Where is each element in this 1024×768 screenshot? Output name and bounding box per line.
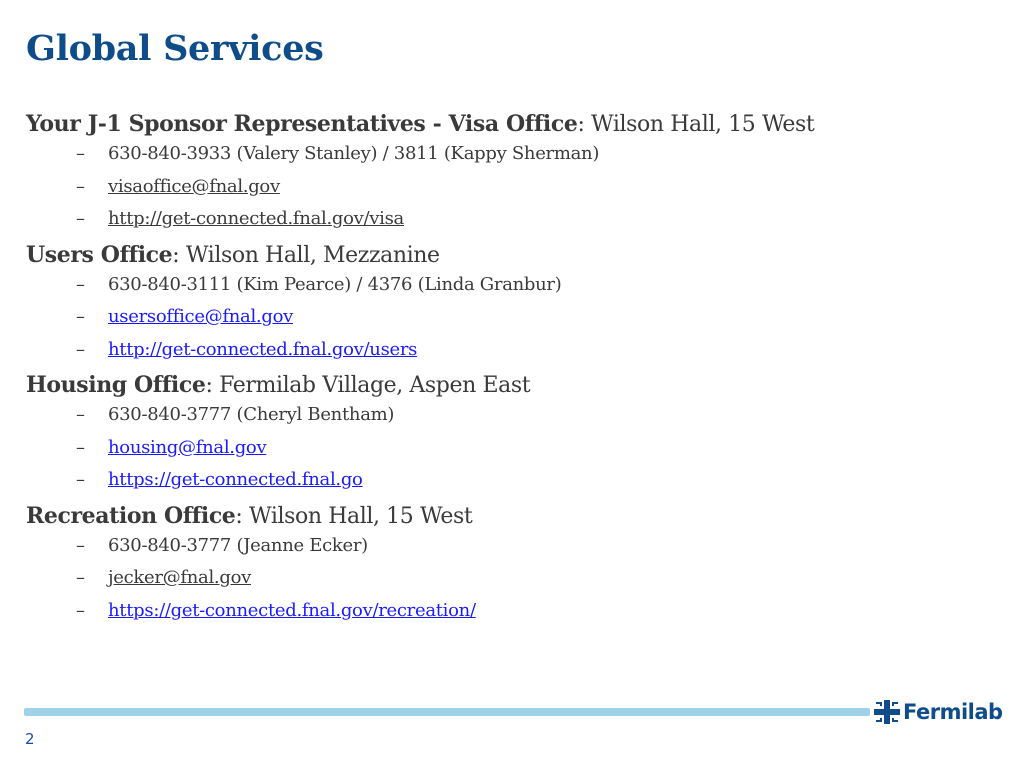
bullet-dash: –	[76, 273, 85, 295]
office-phone-row	[26, 535, 986, 568]
bullet-dash: –	[76, 469, 85, 490]
bullet-dash: –	[76, 208, 85, 229]
office-heading-recreation	[26, 502, 986, 535]
office-phone: 630-840-3777 (Jeanne Ecker)	[108, 534, 368, 556]
office-url-link[interactable]: http://get-connected.fnal.gov/users	[108, 338, 418, 360]
office-phone: 630-840-3111 (Kim Pearce) / 4376 (Linda Granbur)	[108, 273, 562, 295]
footer-divider-bar	[24, 708, 870, 716]
office-email-link[interactable]: housing@fnal.gov	[108, 436, 267, 458]
office-heading-housing	[26, 371, 986, 404]
office-location: : Wilson Hall, 15 West	[577, 112, 815, 137]
office-name: Recreation Office	[26, 502, 236, 529]
office-url-row	[26, 469, 986, 502]
office-location: : Wilson Hall, Mezzanine	[172, 242, 440, 268]
bullet-dash: –	[76, 143, 85, 164]
bullet-dash: –	[76, 338, 85, 360]
office-phone: 630-840-3933 (Valery Stanley) / 3811 (Kappy Sherman)	[108, 143, 600, 164]
office-email-row	[26, 176, 986, 209]
office-name: Users Office	[26, 241, 173, 268]
office-phone-row	[26, 404, 986, 437]
bullet-dash: –	[76, 567, 85, 588]
office-heading-visa	[26, 110, 986, 143]
office-location: : Fermilab Village, Aspen East	[205, 373, 531, 398]
office-email-row	[26, 567, 986, 600]
office-name: Your J-1 Sponsor Representatives - Visa Office	[26, 111, 578, 137]
office-url-link[interactable]: https://get-connected.fnal.gov/recreation/	[108, 599, 476, 621]
office-email-link[interactable]: visaoffice@fnal.gov	[108, 175, 280, 197]
office-url-row	[26, 208, 986, 241]
bullet-dash: –	[76, 306, 85, 327]
office-heading-users	[26, 241, 986, 274]
office-email-link[interactable]: jecker@fnal.gov	[108, 567, 251, 588]
office-email-link[interactable]: usersoffice@fnal.gov	[108, 306, 293, 327]
office-email-row	[26, 437, 986, 470]
bullet-dash: –	[76, 436, 85, 458]
office-url-link[interactable]: https://get-connected.fnal.go	[108, 469, 363, 490]
fermilab-logo-icon	[874, 700, 900, 724]
bullet-dash: –	[76, 175, 85, 197]
page-number: 2	[25, 730, 35, 748]
office-url-row	[26, 339, 986, 372]
bullet-dash: –	[76, 599, 85, 621]
office-name: Housing Office	[26, 372, 206, 398]
office-phone-row	[26, 143, 986, 176]
slide-title: Global Services	[26, 28, 324, 69]
bullet-dash: –	[76, 404, 85, 425]
office-location: : Wilson Hall, 15 West	[235, 503, 473, 529]
office-url-row	[26, 600, 986, 633]
logo-text: Fermilab	[903, 700, 1003, 724]
office-email-row	[26, 306, 986, 339]
fermilab-logo	[874, 700, 1003, 724]
office-phone: 630-840-3777 (Cheryl Bentham)	[108, 404, 395, 425]
office-url-link[interactable]: http://get-connected.fnal.gov/visa	[108, 208, 404, 229]
offices-list	[26, 110, 986, 632]
bullet-dash: –	[76, 534, 85, 556]
office-phone-row	[26, 274, 986, 307]
